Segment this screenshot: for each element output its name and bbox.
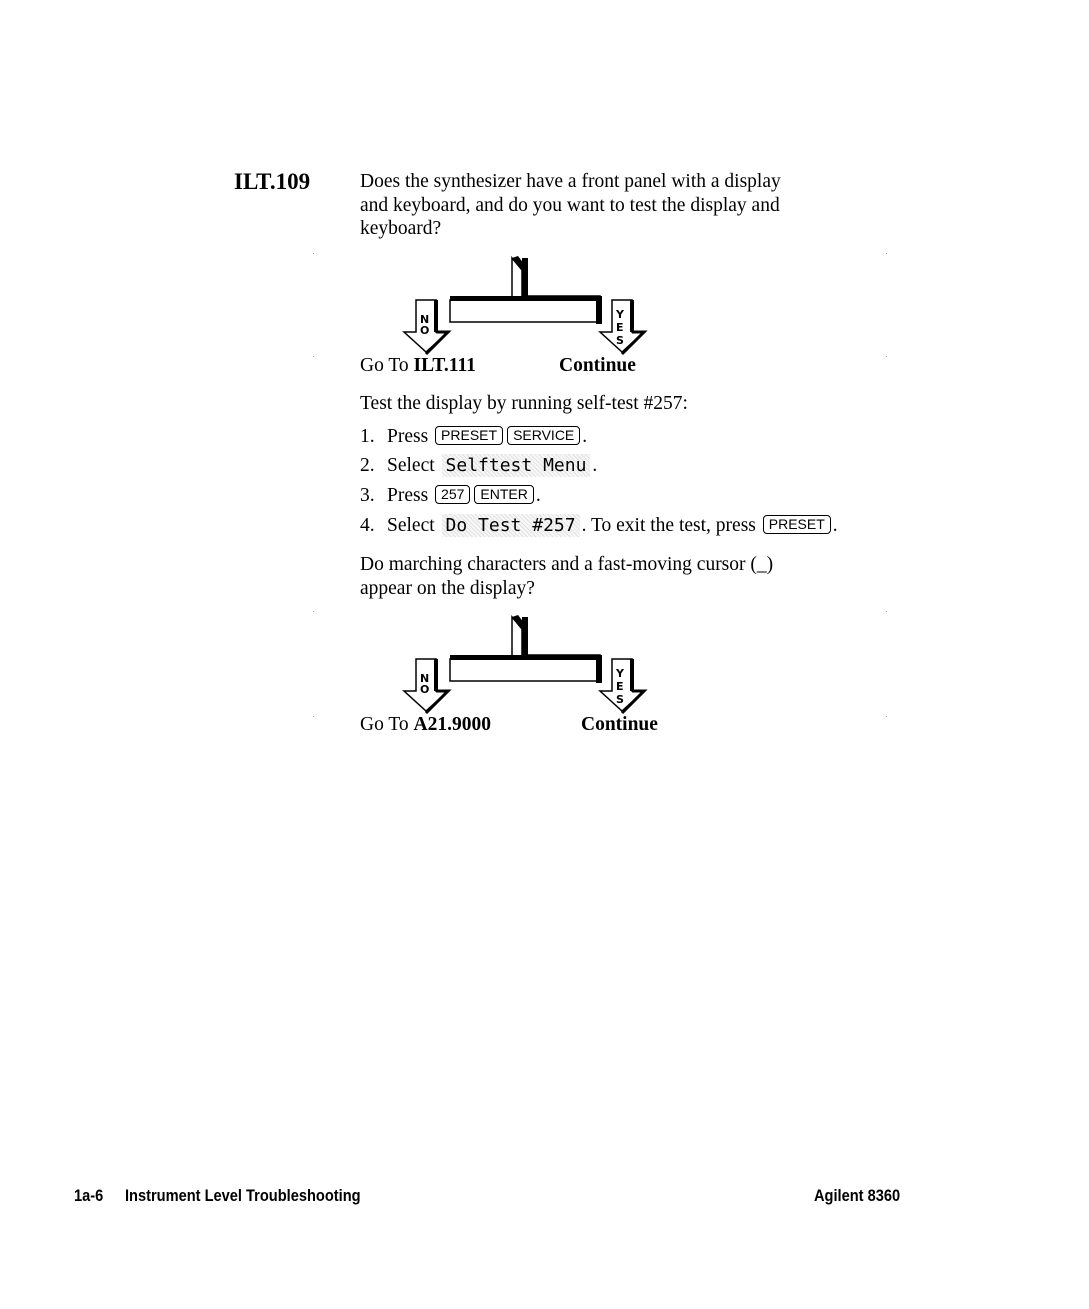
yes-letter: S (616, 334, 624, 347)
service-key[interactable]: SERVICE (507, 426, 580, 445)
yes-letter: E (616, 321, 624, 334)
footer-product-name: Agilent 8360 (814, 1186, 901, 1205)
step-verb: Press (387, 426, 429, 447)
procedure-step (360, 514, 838, 537)
registration-mark (313, 253, 314, 254)
procedure-step (360, 485, 541, 507)
question-line: Does the synthesizer have a front panel with a display (360, 171, 781, 192)
punct: . (592, 455, 598, 476)
no-letter: N (420, 672, 430, 685)
yes-branch-label: Continue (559, 355, 636, 376)
no-letter: O (420, 324, 430, 337)
step-number: 4. (360, 515, 375, 536)
yes-branch-label: Continue (581, 714, 658, 735)
question-line: keyboard? (360, 218, 442, 239)
yes-letter: E (616, 680, 624, 693)
registration-mark (886, 356, 887, 357)
step-verb: Select (387, 455, 435, 476)
yes-letter: S (616, 693, 624, 706)
no-branch (360, 714, 491, 736)
question-line: Do marching characters and a fast-moving cursor (_) (360, 554, 774, 575)
decision-diagram (398, 256, 658, 356)
question-line: appear on the display? (360, 577, 535, 599)
do-test-257-softkey[interactable]: Do Test #257 (442, 514, 580, 537)
registration-mark (886, 716, 887, 717)
step-text: . To exit the test, press (581, 515, 756, 536)
punct: . (535, 485, 541, 506)
procedure-step (360, 454, 597, 477)
registration-mark (886, 253, 887, 254)
registration-mark (886, 611, 887, 612)
step-number: 2. (360, 455, 375, 476)
punct: . (832, 515, 838, 536)
question-line: and keyboard, and do you want to test the display and (360, 194, 780, 216)
goto-prefix: Go To (360, 355, 409, 376)
selftest-menu-softkey[interactable]: Selftest Menu (442, 454, 591, 477)
preset-key[interactable]: PRESET (763, 515, 831, 534)
goto-target-link[interactable]: ILT.111 (413, 355, 476, 376)
no-letter: N (420, 313, 430, 326)
no-branch (360, 355, 476, 377)
question2-text (360, 553, 900, 600)
preset-key[interactable]: PRESET (435, 426, 503, 445)
footer-page-number: 1a-6 (74, 1186, 104, 1205)
punct: . (582, 426, 588, 447)
goto-prefix: Go To (360, 714, 409, 735)
step-verb: Select (387, 515, 435, 536)
intro-text: Test the display by running self-test #257: (360, 393, 688, 414)
step-number: 3. (360, 485, 375, 506)
decision-diagram (398, 615, 658, 715)
question-text (360, 170, 900, 241)
registration-mark (313, 716, 314, 717)
257-key[interactable]: 257 (435, 485, 470, 504)
registration-mark (313, 356, 314, 357)
step-id: ILT.109 (234, 169, 311, 194)
goto-target-link[interactable]: A21.9000 (413, 714, 491, 735)
no-letter: O (420, 683, 430, 696)
yes-letter: Y (616, 308, 624, 321)
enter-key[interactable]: ENTER (474, 485, 533, 504)
footer-section-title: Instrument Level Troubleshooting (125, 1186, 361, 1205)
step-number: 1. (360, 426, 375, 447)
yes-letter: Y (616, 667, 624, 680)
step-verb: Press (387, 485, 429, 506)
procedure-step (360, 426, 587, 448)
registration-mark (313, 611, 314, 612)
